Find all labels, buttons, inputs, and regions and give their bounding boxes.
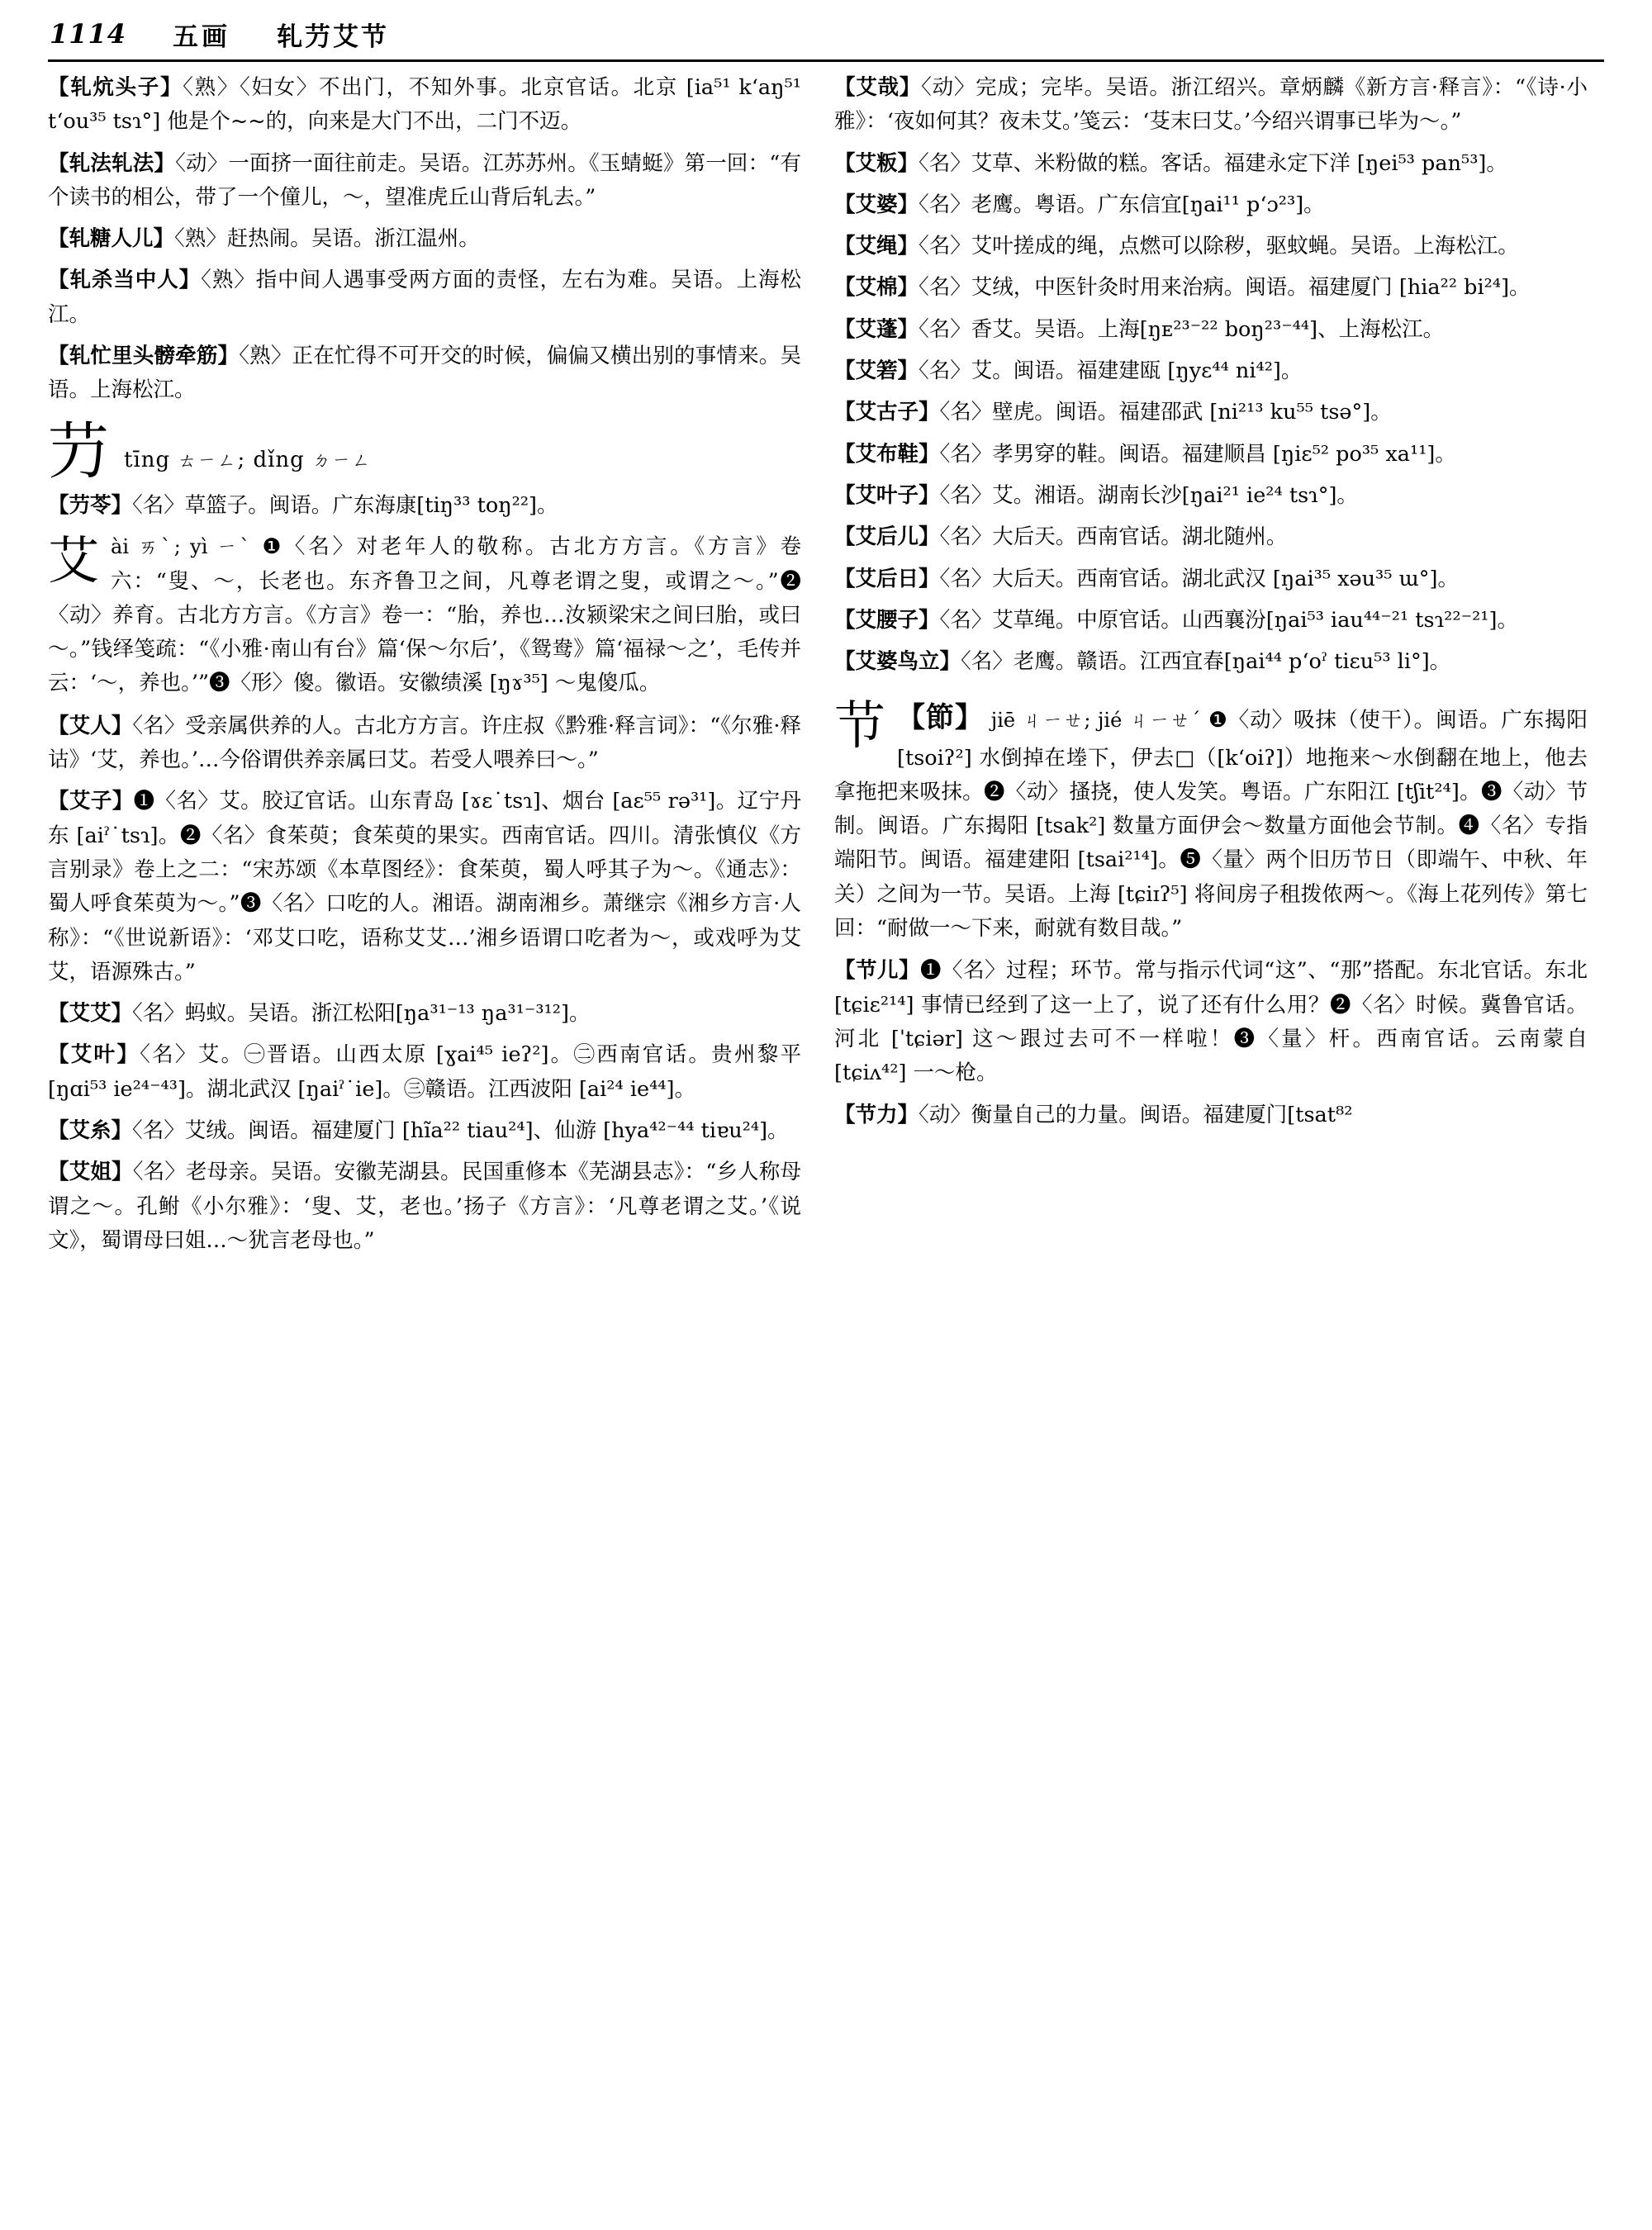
- entry-headword: 【艾叶子】: [834, 482, 940, 508]
- entry-headword: 【艾箬】: [834, 358, 919, 384]
- pinyin-reading: tīng: [124, 447, 171, 472]
- entry-definition: 〈熟〉指中间人遇事受两方面的责怪，左右为难。吴语。上海松江。: [48, 268, 801, 327]
- head-character-glyph: 艾: [48, 530, 100, 591]
- entry-definition: 〈名〉大后天。西南官话。湖北随州。: [939, 524, 1288, 550]
- dictionary-entry: [834, 313, 1588, 347]
- head-character-tiao: [48, 415, 801, 487]
- entry-definition: 〈名〉香艾。吴语。上海[ŋᴇ²³⁻²² boŋ²³⁻⁴⁴]、上海松江。: [919, 316, 1445, 342]
- entry-headword: 【艾哉】: [834, 75, 922, 100]
- pinyin-reading: jiē: [990, 709, 1016, 733]
- entry-definition: 〈动〉衡量自己的力量。闽语。福建厦门[tsat⁸²: [919, 1102, 1353, 1127]
- dictionary-entry: [48, 489, 801, 523]
- entry-headword: 【艾绳】: [834, 234, 919, 259]
- dictionary-entry: [834, 396, 1588, 429]
- entry-headword: 【艾后儿】: [834, 524, 940, 550]
- dictionary-entry: [834, 479, 1588, 513]
- entry-headword: 【艾艾】: [48, 1001, 133, 1027]
- entry-headword: 【艾粄】: [834, 150, 919, 176]
- entry-headword: 【轧忙里头髈牵筋】: [48, 344, 240, 369]
- page-number: 1114: [50, 18, 127, 50]
- left-column: [48, 71, 801, 2225]
- dictionary-entry: [834, 1098, 1588, 1132]
- head-character-readings: tīng ㄊㄧㄥ; dǐng ㄉㄧㄥ: [124, 447, 373, 472]
- entry-headword: 【艾人】: [48, 713, 133, 738]
- zhuyin-reading: ㄞˋ: [138, 535, 174, 559]
- head-character-variant: 【節】: [897, 701, 984, 735]
- entry-definition: 〈动〉一面挤一面往前走。吴语。江苏苏州。《玉蜻蜓》第一回：“有个读书的相公，带了一个僮儿，～，望准虎丘山背后轧去。”: [48, 150, 801, 210]
- zhuyin-reading: ㄊㄧㄥ: [178, 450, 238, 472]
- entry-definition: 〈名〉艾草绳。中原官话。山西襄汾[ŋai⁵³ iau⁴⁴⁻²¹ tsɿ²²⁻²¹]。: [939, 607, 1518, 633]
- dictionary-entry: [834, 354, 1588, 388]
- section-characters: 轧芀艾节: [277, 21, 390, 52]
- dictionary-entry: [48, 263, 801, 332]
- entry-definition: 〈名〉老母亲。吴语。安徽芜湖县。民国重修本《芜湖县志》：“乡人称母谓之～。孔鲋《小尔雅》：‘叟、艾，老也。’扬子《方言》：‘凡尊老谓之艾。’《说文》，蜀谓母曰姐…～犹言老母也。”: [48, 1160, 801, 1253]
- zhuyin-reading-2: ㄧˋ: [216, 535, 254, 559]
- entry-definition: 〈熟〉赶热闹。吴语。浙江温州。: [174, 226, 480, 252]
- dictionary-entry: [834, 147, 1588, 181]
- zhuyin-reading-2: ㄐㄧㄝˊ: [1128, 709, 1202, 733]
- entry-headword: 【轧炕头子】: [48, 75, 183, 100]
- entry-headword: 【节儿】: [834, 958, 921, 984]
- dictionary-entry: [834, 645, 1588, 679]
- dictionary-entry: [48, 1114, 801, 1148]
- head-character-definition: ❶〈动〉吸抹（使干）。闽语。广东揭阳 [tsoiʔ²] 水倒掉在堘下，伊去□（[kʻoiʔ]）地拖来～水倒翻在地上，他去拿拖把来吸抹。❷〈动〉搔挠，使人发笑。粤语。广东阳江 [tʃit²⁴]。❸〈动〉节制。闽语。广东揭阳 [tsak²] 数量方面伊会～数量方面他会节制。❹〈名〉专指端阳节。闽语。福建建阳 [tsai²¹⁴]。❺〈量〉两个旧历节日（即端午、中秋、年关）之间为一节。吴语。上海 [tɕiɪʔ⁵] 将间房子租拨侬两～。《海上花列传》第七回：“耐做一～下来，耐就有数目哉。”: [834, 708, 1588, 942]
- dictionary-entry: [834, 230, 1588, 263]
- entry-headword: 【芀苓】: [48, 492, 133, 518]
- dictionary-entry: [834, 188, 1588, 222]
- entry-headword: 【节力】: [834, 1102, 919, 1127]
- head-character-glyph: 节: [834, 695, 886, 757]
- entry-definition: 〈名〉艾叶搓成的绳，点燃可以除秽，驱蚊蝇。吴语。上海松江。: [919, 234, 1519, 259]
- dictionary-entry: [48, 147, 801, 216]
- entry-headword: 【轧糖人儿】: [48, 226, 175, 252]
- entry-definition: ❶〈名〉过程；环节。常与指示代词“这”、“那”搭配。东北官话。东北 [tɕiɛ²¹⁴] 事情已经到了这一上了，说了还有什么用？❷〈名〉时候。冀鲁官话。河北 [ˈtɕiər] 这～跟过去可不一样啦！❸〈量〉杆。西南官话。云南蒙自 [tɕiʌ⁴²] 一～枪。: [834, 958, 1588, 1086]
- entry-definition: 〈熟〉〈妇女〉不出门，不知外事。北京官话。北京 [ia⁵¹ kʻaŋ⁵¹ tʻou³⁵ tsɿ°] 他是个~~的，向来是大门不出，二门不迈。: [48, 75, 801, 135]
- entry-headword: 【艾糸】: [48, 1118, 133, 1144]
- zhuyin-reading: ㄐㄧㄝ: [1022, 709, 1085, 733]
- entry-definition: 〈名〉草篮子。闽语。广东海康[tiŋ³³ toŋ²²]。: [132, 492, 558, 518]
- dictionary-entry: [48, 339, 801, 408]
- zhuyin-reading-2: ㄉㄧㄥ: [312, 450, 373, 472]
- dictionary-entry: [48, 997, 801, 1031]
- entry-definition: 〈名〉大后天。西南官话。湖北武汉 [ŋai³⁵ xəu³⁵ ɯ°]。: [939, 566, 1459, 591]
- dictionary-entry: [48, 1155, 801, 1258]
- entry-definition: 〈名〉艾绒，中医针灸时用来治病。闽语。福建厦门 [hia²² bi²⁴]。: [919, 275, 1531, 301]
- entry-headword: 【艾婆】: [834, 192, 919, 217]
- dictionary-entry: [834, 520, 1588, 554]
- entry-headword: 【艾腰子】: [834, 607, 940, 633]
- entry-definition: 〈名〉孝男穿的鞋。闽语。福建顺昌 [ŋiɛ⁵² po³⁵ xa¹¹]。: [939, 441, 1456, 467]
- dictionary-entry: [834, 271, 1588, 305]
- dictionary-entry: [834, 604, 1588, 638]
- entry-headword: 【艾古子】: [834, 400, 940, 425]
- dictionary-entry: [834, 954, 1588, 1090]
- head-character-readings: ài ㄞˋ; yì ㄧˋ: [111, 535, 254, 559]
- entry-definition: 〈名〉受亲属供养的人。古北方方言。许庄叔《黔雅·释言词》：“《尔雅·释诂》‘艾，养也。’…今俗谓供养亲属曰艾。若受人喂养曰～。”: [48, 713, 801, 773]
- head-character-ai: [48, 530, 801, 700]
- head-character-readings: jiē ㄐㄧㄝ; jié ㄐㄧㄝˊ: [990, 709, 1202, 733]
- pinyin-reading-2: yì: [190, 535, 208, 559]
- entry-headword: 【艾后日】: [834, 566, 940, 591]
- entry-definition: 〈名〉艾。㊀晋语。山西太原 [ɣai⁴⁵ ieʔ²]。㊁西南官话。贵州黎平[ŋɑi⁵³ ie²⁴⁻⁴³]。湖北武汉 [ŋaiˀ˙ie]。㊂赣语。江西波阳 [ai²⁴ ie⁴⁴]。: [48, 1042, 801, 1102]
- head-character-definition: ❶〈名〉对老年人的敬称。古北方方言。《方言》卷六：“叟、～，长老也。东齐鲁卫之间，凡尊老谓之叟，或谓之～。”❷〈动〉养育。古北方方言。《方言》卷一：“胎，养也…汝颍梁宋之间曰胎，或曰～。”钱绎笺疏：“《小雅·南山有台》篇‘保～尔后’，《鸳鸯》篇‘福禄～之’，毛传并云：‘～，养也。’”❸〈形〉傻。徽语。安徽绩溪 [ŋɤ³⁵] ～鬼傻瓜。: [48, 534, 802, 696]
- entry-headword: 【艾布鞋】: [834, 441, 940, 467]
- entry-definition: 〈名〉蚂蚁。吴语。浙江松阳[ŋa³¹⁻¹³ ŋa³¹⁻³¹²]。: [132, 1001, 591, 1027]
- page-header: [50, 12, 1602, 56]
- entry-headword: 【轧法轧法】: [48, 150, 176, 176]
- entry-headword: 【艾棉】: [834, 275, 919, 301]
- head-character-glyph: 芀: [48, 415, 109, 487]
- entry-definition: 〈名〉艾草、米粉做的糕。客话。福建永定下洋 [ŋei⁵³ pan⁵³]。: [919, 150, 1507, 176]
- stroke-count-label: 五画: [173, 21, 231, 52]
- entry-definition: ❶〈名〉艾。胶辽官话。山东青岛 [ɤɛ˙tsɿ]、烟台 [aɛ⁵⁵ rə³¹]。辽宁丹东 [aiˀ˙tsɿ]。❷〈名〉食茱萸；食茱萸的果实。西南官话。四川。清张慎仪《方言别录》卷上之二：“宋苏颂《本草图经》：食茱萸，蜀人呼其子为～。《通志》：蜀人呼食茱萸为～。”❸〈名〉口吃的人。湘语。湖南湘乡。萧继宗《湘乡方言·人称》：“《世说新语》：‘邓艾口吃，语称艾艾…’湘乡语谓口吃者为～，或戏呼为艾艾，语源殊古。”: [48, 789, 801, 985]
- right-column: [834, 71, 1588, 2225]
- dictionary-entry: [48, 222, 801, 256]
- entry-definition: 〈名〉艾绒。闽语。福建厦门 [hĩa²² tiau²⁴]、仙游 [hya⁴²⁻⁴⁴ tiɐu²⁴]。: [132, 1118, 789, 1144]
- entry-definition: 〈名〉老鹰。粤语。广东信宜[ŋai¹¹ pʻɔ²³]。: [919, 192, 1325, 217]
- dictionary-entry: [48, 1038, 801, 1107]
- entry-headword: 【轧杀当中人】: [48, 268, 202, 293]
- dictionary-entry: [48, 709, 801, 778]
- entry-definition: 〈熟〉正在忙得不可开交的时候，偏偏又横出别的事情来。吴语。上海松江。: [48, 344, 801, 403]
- pinyin-reading-2: jié: [1097, 709, 1123, 733]
- dictionary-entry: [834, 438, 1588, 472]
- entry-headword: 【艾叶】: [48, 1042, 140, 1068]
- entry-headword: 【艾姐】: [48, 1160, 133, 1185]
- dictionary-entry: [48, 785, 801, 989]
- entry-definition: 〈名〉老鹰。赣语。江西宜春[ŋai⁴⁴ pʻoˀ tiɛu⁵³ li°]。: [961, 649, 1451, 675]
- two-column-body: [48, 71, 1604, 2225]
- entry-definition: 〈名〉艾。闽语。福建建瓯 [ŋyɛ⁴⁴ ni⁴²]。: [919, 358, 1303, 384]
- entry-definition: 〈名〉壁虎。闽语。福建邵武 [ni²¹³ ku⁵⁵ tsə°]。: [939, 400, 1392, 425]
- pinyin-reading-2: dǐng: [253, 447, 305, 472]
- entry-headword: 【艾婆鸟立】: [834, 649, 961, 675]
- entry-definition: 〈名〉艾。湘语。湖南长沙[ŋai²¹ ie²⁴ tsɿ°]。: [939, 482, 1358, 508]
- dictionary-entry: [834, 71, 1588, 140]
- dictionary-entry: [834, 562, 1588, 596]
- entry-headword: 【艾子】: [48, 789, 134, 814]
- header-rule: [48, 59, 1604, 62]
- dictionary-entry: [48, 71, 801, 140]
- entry-headword: 【艾蓬】: [834, 316, 919, 342]
- pinyin-reading: ài: [111, 535, 129, 559]
- head-character-jie: [834, 695, 1588, 946]
- entry-definition: 〈动〉完成；完毕。吴语。浙江绍兴。章炳麟《新方言·释言》：“《诗·小雅》：‘夜如何其？夜未艾。’笺云：‘芟末曰艾。’今绍兴谓事已毕为～。”: [834, 75, 1588, 135]
